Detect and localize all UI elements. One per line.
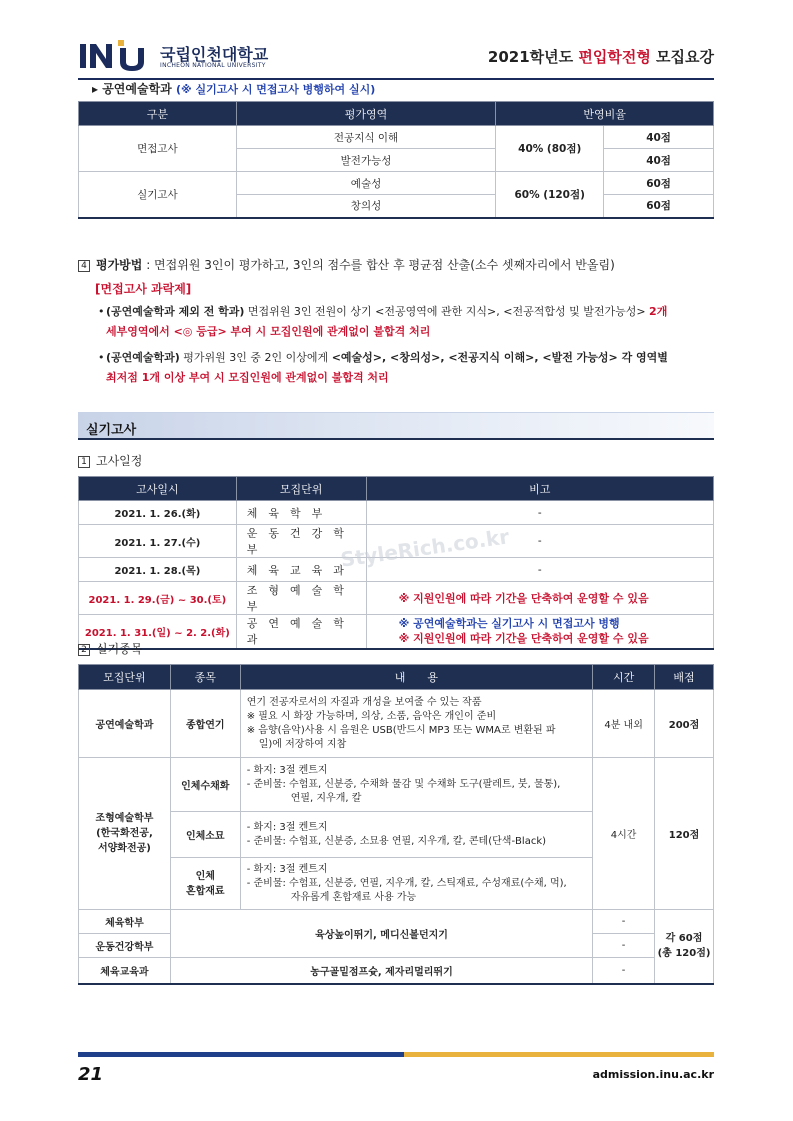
table-cell-time: - [593,934,655,958]
table-row [79,758,714,812]
bullet-label: 공연예술학과 [102,82,172,96]
subsection-label: 실기종목 [96,642,143,656]
number-box: 1 [78,456,90,468]
item-red: 세부영역에서 <◎ 등급> 부여 시 모집인원에 관계없이 불합격 처리 [106,325,431,338]
table-cell-time: - [593,910,655,934]
content-line: 연필, 지우개, 칼 [290,792,362,804]
table-cell-note [366,615,713,649]
number-box: 2 [78,644,90,656]
table-cell-unit: 공연예술학과 [79,690,171,758]
table-cell-unit: 운동건강학부 [79,934,171,958]
table-cell-area: 예술성 [236,172,496,195]
item-bold: <예술성>, <창의성>, <전공지식 이해>, <발전 가능성> 각 영역별 [331,351,668,364]
bullet-note: (※ 실기고사 시 면접고사 병행하여 실시) [175,83,376,96]
table-header-cell: 종목 [170,665,240,690]
section-heading: 실기고사 [86,423,137,438]
table-cell-content: 농구골밑점프슛, 제자리멀리뛰기 [170,958,592,984]
table-header-cell: 모집단위 [236,477,366,501]
table-row [79,615,714,649]
table-cell-date: 2021. 1. 26.(화) [79,501,237,525]
content-line: - 준비물: 수험표, 신분증, 연필, 지우개, 칼, 스틱재료, 수성재료(수채, 먹), [246,877,567,889]
table-cell-unit: 체육교육과 [236,558,366,582]
table-cell-date: 2021. 1. 28.(목) [79,558,237,582]
table-row [79,910,714,934]
subsection-title [78,452,142,469]
table-cell-score: 40점 [604,149,714,172]
table-cell-score: 60점 [604,195,714,218]
table-row [79,126,714,149]
content-line: - 화지: 3절 켄트지 [246,863,328,875]
table-cell-ratio: 60% (120점) [496,172,604,218]
table-cell-content [240,858,592,910]
content-line: - 준비물: 수험표, 신분증, 수채화 물감 및 수채화 도구(팔레트, 붓, 물통), [246,778,561,790]
table-cell-time: 4분 내외 [593,690,655,758]
page-header [78,38,714,78]
table-header-cell: 고사일시 [79,477,237,501]
table-header-cell: 모집단위 [79,665,171,690]
cutoff-rule-item [98,348,706,388]
table-row [79,690,714,758]
table-cell-unit: 체육학부 [79,910,171,934]
table-row [79,582,714,615]
footer-url: admission.inu.ac.kr [592,1068,714,1081]
title-prefix: 2021학년도 [487,48,579,66]
table-cell-ratio: 40% (80점) [496,126,604,172]
item-text: 면접위원 3인 전원이 상기 <전공영역에 관한 지식>, <전공적합성 및 발전가능성> [244,305,650,318]
university-name: 국립인천대학교 [160,45,269,64]
table-header-cell: 반영비율 [496,102,714,126]
table-cell-note: - [366,501,713,525]
note-red: ※ 지원인원에 따라 기간을 단축하여 운영할 수 있음 [398,632,649,646]
university-name-en: INCHEON NATIONAL UNIVERSITY [160,62,266,69]
bullet-dot-icon: • [98,305,105,318]
table-cell-item: 인체소묘 [170,812,240,858]
table-cell-area: 창의성 [236,195,496,218]
table-cell-date: 2021. 1. 27.(수) [79,525,237,558]
table-cell-score: 각 60점 (총 120점) [655,910,714,984]
table-cell-item: 인체수채화 [170,758,240,812]
content-line: 자유롭게 혼합재료 사용 가능 [290,891,417,903]
table-header-cell: 비고 [366,477,713,501]
table-cell-unit: 체육교육과 [79,958,171,984]
table-cell-score: 120점 [655,758,714,910]
table-cell-area: 발전가능성 [236,149,496,172]
content-line: - 준비물: 수험표, 신분증, 소묘용 연필, 지우개, 칼, 콘테(단색-Black) [246,835,547,847]
table-cell-group: 실기고사 [79,172,237,218]
table-header-row [79,665,714,690]
section-bullet [92,80,375,97]
item-bold: (공연예술학과) [106,351,180,364]
table-header-cell: 시간 [593,665,655,690]
table-cell-unit: 운동건강학부 [236,525,366,558]
subsection-label: 고사일정 [96,454,143,468]
table-header-cell: 배점 [655,665,714,690]
note-blue: ※ 공연예술학과는 실기고사 시 면접고사 병행 [398,617,620,631]
subsection-title [78,640,142,657]
table-header-cell: 내 용 [240,665,592,690]
footer-bar-gold [404,1052,714,1057]
table-cell-note: - [366,525,713,558]
triangle-bullet-icon: ▸ [92,82,103,96]
table-cell-content [240,690,592,758]
table-row [79,501,714,525]
table-cell-area: 전공지식 이해 [236,126,496,149]
table-row [79,172,714,195]
bullet-dot-icon: • [98,351,105,364]
table-header-row [79,102,714,126]
evaluation-method [78,256,615,273]
table-cell-group: 면접고사 [79,126,237,172]
content-line: - 화지: 3절 켄트지 [246,764,328,776]
content-line: 일)에 저장하여 지참 [258,738,347,750]
table-cell-unit: 체육학부 [236,501,366,525]
table-cell-unit: 공연예술학과 [236,615,366,649]
title-highlight: 편입학전형 [578,48,651,66]
interview-cutoff-tag: [면접고사 과락제] [95,282,192,296]
item-red: 최저점 1개 이상 부여 시 모집인원에 관계없이 불합격 처리 [106,371,389,384]
table-cell-unit: 조형예술학부 [236,582,366,615]
table-cell-content: 육상높이뛰기, 메디신볼던지기 [170,910,592,958]
content-line: ※ 필요 시 화장 가능하며, 의상, 소품, 음악은 개인이 준비 [246,710,497,722]
table-cell-time: - [593,958,655,984]
table-cell-date: 2021. 1. 31.(일) ~ 2. 2.(화) [79,615,237,649]
table-header-row [79,477,714,501]
table-cell-time: 4시간 [593,758,655,910]
table-header-cell: 구분 [79,102,237,126]
document-title [488,46,714,67]
table-cell-unit: 조형예술학부 (한국화전공, 서양화전공) [79,758,171,910]
table-cell-content [240,812,592,858]
table-cell-score: 200점 [655,690,714,758]
content-line: 연기 전공자로서의 자질과 개성을 보여줄 수 있는 작품 [246,696,482,708]
section-heading-bar [78,412,714,440]
performing-arts-score-table [78,101,714,219]
table-cell-score: 60점 [604,172,714,195]
table-cell-item: 인체 혼합재료 [170,858,240,910]
evaluation-text: : 면접위원 3인이 평가하고, 3인의 점수를 합산 후 평균점 산출(소수 셋째자리에서 반올림) [142,258,615,272]
content-line: - 화지: 3절 켄트지 [246,821,328,833]
inu-logo-icon [78,40,156,72]
evaluation-label: 평가방법 [96,258,143,272]
table-cell-score: 40점 [604,126,714,149]
cutoff-rule-item [98,302,706,342]
content-line: ※ 음향(음악)사용 시 음원은 USB(반드시 MP3 또는 WMA로 변환된 파 [246,724,556,736]
footer-bar-blue [78,1052,404,1057]
table-cell-item: 종합연기 [170,690,240,758]
title-suffix: 모집요강 [650,48,714,66]
table-header-cell: 평가영역 [236,102,496,126]
table-cell-note: ※ 지원인원에 따라 기간을 단축하여 운영할 수 있음 [366,582,713,615]
table-cell-content [240,758,592,812]
number-box: 4 [78,260,90,272]
practical-exam-table [78,664,714,985]
table-row [79,958,714,984]
watermark: StyleRich.co.kr [339,524,511,572]
table-cell-note: - [366,558,713,582]
table-cell-date: 2021. 1. 29.(금) ~ 30.(토) [79,582,237,615]
item-red: 2개 [649,305,668,318]
page-number: 21 [78,1064,104,1085]
item-bold: (공연예술학과 제외 전 학과) [106,305,245,318]
item-text: 평가위원 3인 중 2인 이상에게 [179,351,332,364]
